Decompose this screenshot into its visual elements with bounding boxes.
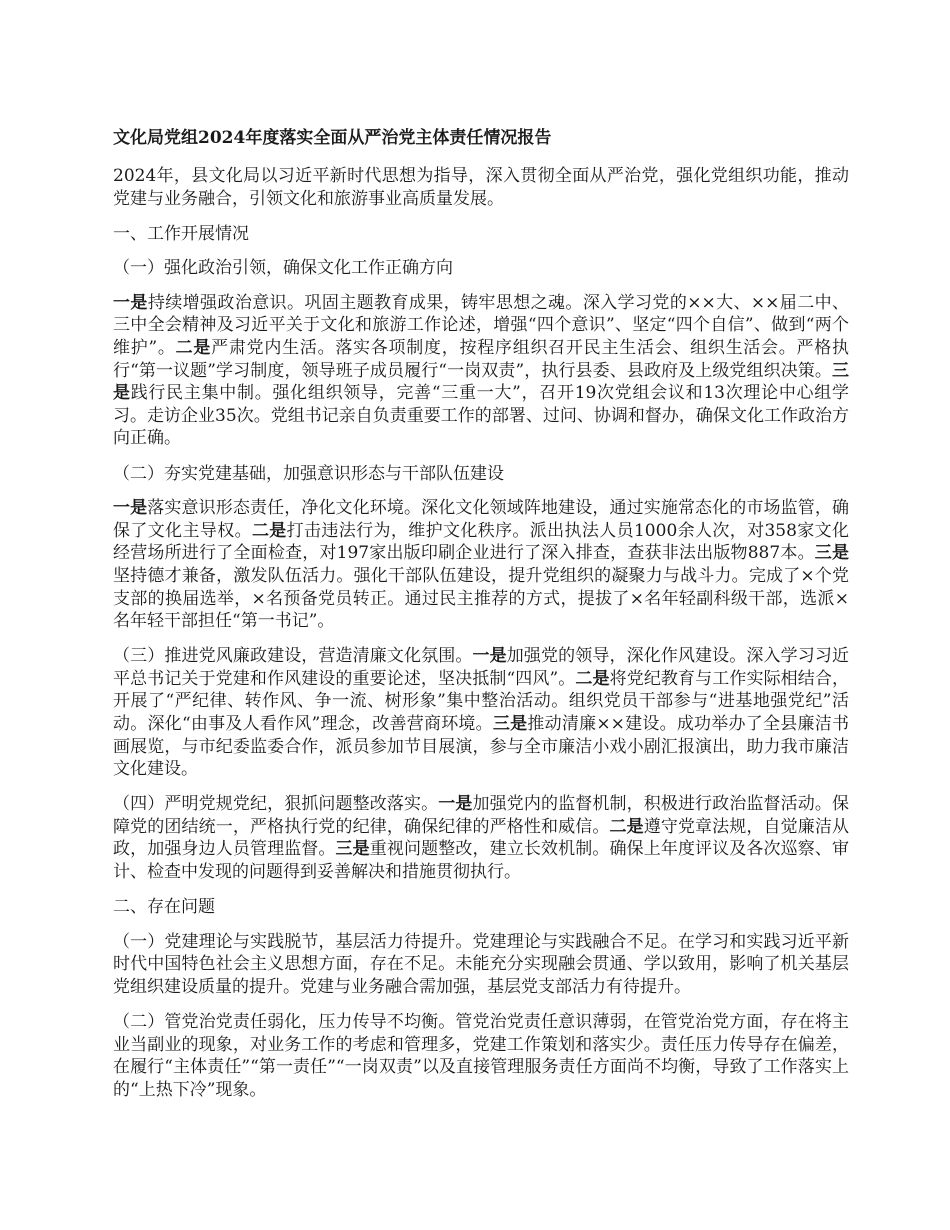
text-run: 遵守党章法规，自觉廉洁从政，加强身边人员管理监督。 <box>113 816 850 860</box>
text-run: 将党纪教育与工作实际相结合，开展了“严纪律、转作风、争一流、树形象”集中整治活动。组织党员干部参与“进基地强党纪”活动。深化“由事及人看作风”理念，改善营商环境。 <box>113 668 850 734</box>
text-run: （一）强化政治引领，确保文化工作正确方向 <box>113 258 453 279</box>
paragraph <box>113 1011 849 1101</box>
text-run: 持续增强政治意识。巩固主题教育成果，铸牢思想之魂。深入学习党的××大、××届二中、三中全会精神及习近平关于文化和旅游工作论述，增强“四个意识”、坚定“四个自信”、做到“两个维护”。 <box>113 292 850 359</box>
bold-lead-text: 二是 <box>251 520 287 541</box>
bold-lead-text: 一是 <box>438 794 473 815</box>
bold-lead-text: 三是 <box>335 839 370 860</box>
section-heading <box>113 223 849 246</box>
paragraph <box>113 497 849 633</box>
bold-lead-text: 二是 <box>175 338 212 359</box>
text-run: 二、存在问题 <box>113 897 215 918</box>
document-page <box>113 127 849 1114</box>
text-run: 一、工作开展情况 <box>113 223 249 244</box>
bold-lead-text: 三是 <box>113 360 849 404</box>
text-run: 加强党的领导，深化作风建设。深入学习习近平总书记关于党建和作风建设的重要论述，坚决抵制“四风”。 <box>113 646 850 689</box>
section-heading <box>113 896 849 919</box>
text-run: （三）推进党风廉政建设，营造清廉文化氛围。 <box>113 646 473 667</box>
section-heading <box>113 257 849 280</box>
text-run: 践行民主集中制。强化组织领导，完善“三重一大”，召开19次党组会议和13次理论中心组学习。走访企业35次。党组书记亲自负责重要工作的部署、过问、协调和督办，确保文化工作政治方向正确。 <box>113 383 849 449</box>
paragraph <box>113 292 849 450</box>
text-run: 加强党内的监督机制，积极进行政治监督活动。保障党的团结统一，严格执行党的纪律，确保纪律的严格性和威信。 <box>113 794 850 837</box>
text-run: 推动清廉××建设。成功举办了全县廉洁书画展览，与市纪委监委合作，派员参加节目展演，参与全市廉洁小戏小剧汇报演出，助力我市廉洁文化建设。 <box>113 713 849 780</box>
document-title: 文化局党组2024年度落实全面从严治党主体责任情况报告 <box>113 128 552 148</box>
text-run: （二）管党治党责任弱化，压力传导不均衡。管党治党责任意识薄弱，在管党治党方面，存在将主业当副业的现象，对业务工作的考虑和管理多，党建工作策划和落实少。责任压力传导存在偏差，在履行“主体责任”“第一责任”“一岗双责”以及直接管理服务责任方面尚不均衡，导致了工作落实上的“上热下冷”现象。 <box>113 1012 849 1100</box>
text-run: 落实意识形态责任，净化文化环境。深化文化领域阵地建设，通过实施常态化的市场监管，确保了文化主导权。 <box>113 498 850 541</box>
text-run: 重视问题整改，建立长效机制。确保上年度评议及各次巡察、审计、检查中发现的问题得到妥善解决和措施贯彻执行。 <box>113 839 850 883</box>
paragraph <box>113 793 849 883</box>
text-run: （二）夯实党建基础，加强意识形态与干部队伍建设 <box>113 463 504 484</box>
bold-lead-text: 二是 <box>609 816 644 837</box>
bold-lead-text: 一是 <box>113 498 148 519</box>
text-run: 坚持德才兼备，激发队伍活力。强化干部队伍建设，提升党组织的凝聚力与战斗力。完成了×个党支部的换届选举，×名预备党员转正。通过民主推荐的方式，提拔了×名年轻副科级干部，选派×名年轻干部担任“第一书记”。 <box>113 565 849 632</box>
bold-lead-text: 三是 <box>492 713 528 734</box>
paragraph <box>113 931 849 999</box>
bold-lead-text: 一是 <box>113 292 148 313</box>
text-run: （一）党建理论与实践脱节，基层活力待提升。党建理论与实践融合不足。在学习和实践习近平新时代中国特色社会主义思想方面，存在不足。未能充分实现融会贯通、学以致用，影响了机关基层党组织建设质量的提升。党建与业务融合需加强，基层党支部活力有待提升。 <box>113 931 849 997</box>
bold-lead-text: 二是 <box>575 668 610 689</box>
paragraph <box>113 645 849 781</box>
bold-lead-text: 三是 <box>814 543 849 564</box>
text-run: 严肃党内生活。落实各项制度，按程序组织召开民主生活会、组织生活会。严格执行“第一议题”学习制度，领导班子成员履行“一岗双责”，执行县委、县政府及上级党组织决策。 <box>113 338 850 381</box>
text-run: 打击违法行为，维护文化秩序。派出执法人员1000余人次，对358家文化经营场所进行了全面检查，对197家出版印刷企业进行了深入排查，查获非法出版物887本。 <box>113 520 850 564</box>
text-run: 2024年，县文化局以习近平新时代思想为指导，深入贯彻全面从严治党，强化党组织功能，推动党建与业务融合，引领文化和旅游事业高质量发展。 <box>113 166 849 209</box>
document-body <box>113 165 849 1101</box>
section-heading <box>113 463 849 486</box>
paragraph <box>113 165 849 210</box>
bold-lead-text: 一是 <box>472 646 507 667</box>
text-run: （四）严明党规党纪，狠抓问题整改落实。 <box>113 794 439 815</box>
